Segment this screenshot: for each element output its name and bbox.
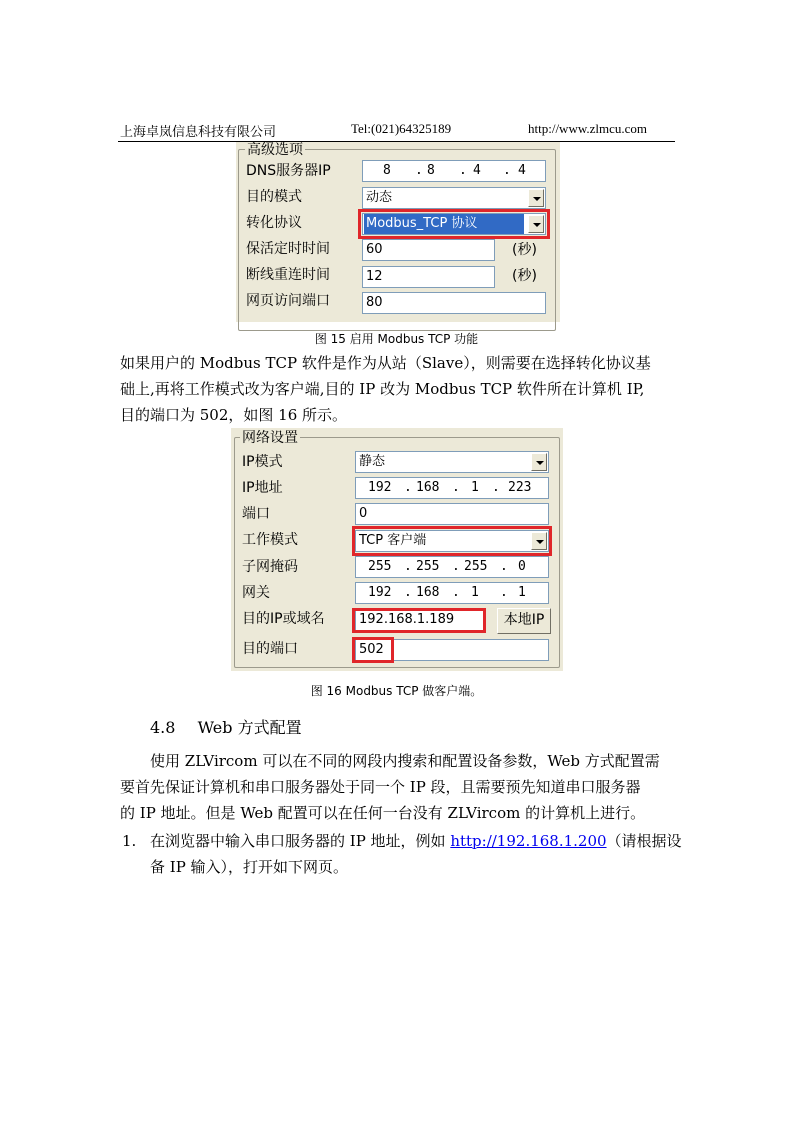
fig16-caption: 图 16 Modbus TCP 做客户端。 [310, 684, 483, 698]
fig15-caption: 图 15 启用 Modbus TCP 功能 [314, 332, 479, 346]
webport-label: 网页访问端口 [246, 293, 330, 309]
chevron-down-icon[interactable] [531, 453, 547, 471]
subnet-octet: 255 [464, 559, 488, 574]
workmode-label: 工作模式 [242, 532, 298, 548]
subnet-octet: 255 [368, 559, 392, 574]
para2-line2: 要首先保证计算机和串口服务器处于同一个 IP 段，且需要预先知道串口服务器 [120, 778, 641, 796]
port-label: 端口 [242, 506, 270, 522]
dest-mode-label: 目的模式 [246, 189, 302, 205]
step1-line1 [150, 828, 682, 854]
example-ip-link[interactable]: http://192.168.1.200 [450, 832, 607, 850]
ipaddr-octet: 192 [368, 480, 392, 495]
header-company: 上海卓岚信息科技有限公司 [120, 124, 277, 139]
ipaddr-octet: 168 [416, 480, 440, 495]
dns-label: DNS服务器IP [246, 163, 331, 179]
fig15-group-title: 高级选项 [247, 142, 303, 158]
para1-line3: 目的端口为 502，如图 16 所示。 [120, 406, 348, 424]
dns-ip-octet: 4 [518, 163, 526, 178]
destip-label: 目的IP或域名 [242, 611, 325, 627]
protocol-value: Modbus_TCP 协议 [364, 214, 524, 234]
keepalive-unit: (秒) [512, 242, 537, 258]
gateway-input[interactable]: 192 . 168 . 1 . 1 [355, 582, 549, 604]
fig15-panel [236, 142, 560, 322]
destport-label: 目的端口 [242, 641, 298, 657]
ipmode-label: IP模式 [242, 454, 283, 470]
subnet-label: 子网掩码 [242, 559, 298, 575]
para2-line1: 使用 ZLVircom 可以在不同的网段内搜索和配置设备参数，Web 方式配置需 [150, 752, 660, 770]
step1-text-after: （请根据设 [606, 832, 682, 850]
destip-input[interactable]: 192.168.1.189 [355, 609, 485, 631]
section-number: 4.8 [150, 718, 176, 737]
step1-number: 1. [122, 832, 137, 850]
destport-highlight [352, 637, 394, 663]
section-heading [150, 715, 302, 738]
dest-mode-select[interactable] [362, 187, 546, 209]
para2-line3: 的 IP 地址。但是 Web 配置可以在任何一台没有 ZLVircom 的计算机上进行。 [120, 804, 646, 822]
dns-ip-input[interactable]: 8 . 8 . 4 . 4 [362, 160, 546, 182]
gateway-octet: 192 [368, 585, 392, 600]
ipaddr-label: IP地址 [242, 480, 283, 496]
webport-input[interactable]: 80 [362, 292, 546, 314]
port-input[interactable]: 0 [355, 503, 549, 525]
fig16-group-title: 网络设置 [242, 430, 298, 446]
keepalive-input[interactable]: 60 [362, 239, 495, 261]
destip-highlight [352, 608, 486, 633]
dns-ip-octet: 8 [427, 163, 435, 178]
dns-ip-octet: 8 [383, 163, 391, 178]
gateway-octet: 1 [471, 585, 479, 600]
workmode-value: TCP 客户端 [359, 533, 427, 548]
ipaddr-input[interactable]: 192 . 168 . 1 . 223 [355, 477, 549, 499]
reconnect-input[interactable]: 12 [362, 266, 495, 288]
protocol-label: 转化协议 [246, 215, 302, 231]
subnet-octet: 255 [416, 559, 440, 574]
dns-ip-octet: 4 [473, 163, 481, 178]
ipaddr-octet: 1 [471, 480, 479, 495]
step1-text-before: 在浏览器中输入串口服务器的 IP 地址，例如 [150, 832, 451, 850]
gateway-octet: 1 [518, 585, 526, 600]
header-tel: Tel:(021)64325189 [351, 121, 452, 136]
chevron-down-icon[interactable] [528, 189, 544, 207]
destport-input[interactable]: 502 [355, 639, 549, 661]
keepalive-label: 保活定时时间 [246, 241, 330, 257]
section-title: Web 方式配置 [197, 718, 302, 737]
header-website: http://www.zlmcu.com [528, 121, 648, 136]
para1-line1: 如果用户的 Modbus TCP 软件是作为从站（Slave），则需要在选择转化协议基 [120, 354, 651, 372]
fig16-panel [231, 428, 563, 671]
reconnect-unit: (秒) [512, 268, 537, 284]
protocol-highlight [358, 209, 550, 239]
para1-line2: 础上,再将工作模式改为客户端,目的 IP 改为 Modbus TCP 软件所在计算机 IP, [120, 380, 645, 398]
ipmode-value: 静态 [359, 454, 386, 469]
ipmode-select[interactable] [355, 451, 549, 473]
local-ip-button[interactable]: 本地IP [497, 608, 551, 634]
subnet-octet: 0 [518, 559, 526, 574]
workmode-highlight [352, 526, 552, 556]
step1-line2: 备 IP 输入），打开如下网页。 [150, 858, 349, 876]
dest-mode-value: 动态 [366, 190, 393, 205]
gateway-octet: 168 [416, 585, 440, 600]
gateway-label: 网关 [242, 585, 270, 601]
ipaddr-octet: 223 [508, 480, 532, 495]
subnet-input[interactable]: 255 . 255 . 255 . 0 [355, 556, 549, 578]
reconnect-label: 断线重连时间 [246, 267, 330, 283]
